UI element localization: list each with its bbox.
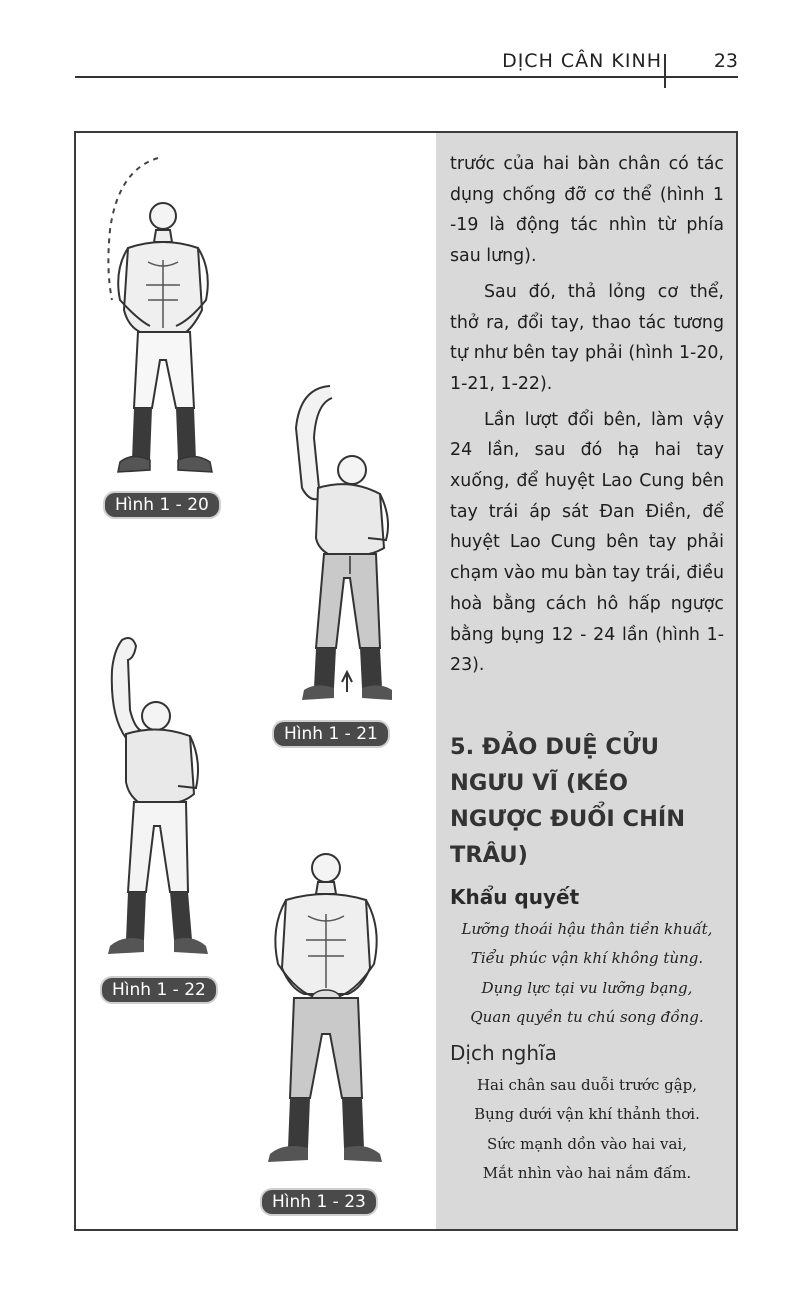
verse-line: Hai chân sau duỗi trước gập, <box>476 1075 698 1094</box>
figure-1-22-illustration <box>96 630 226 970</box>
verse-line: Quan quyền tu chú song đồng. <box>470 1008 704 1027</box>
dich-nghia-heading: Dịch nghĩa <box>450 1040 557 1065</box>
paragraph-1: trước của hai bàn chân có tác dụng chống đỡ cơ thể (hình 1 -19 là động tác nhìn từ phía sau lưng). <box>450 154 724 267</box>
khau-quyet-verse <box>450 915 724 1033</box>
header-divider-tick <box>664 54 666 88</box>
paragraph-2: Sau đó, thả lỏng cơ thể, thở ra, đổi tay, thao tác tương tự như bên tay phải (hình 1-20, 1-21, 1-22). <box>450 281 724 394</box>
dich-nghia-verse <box>450 1071 724 1189</box>
verse-line: Tiểu phúc vận khí không tùng. <box>470 949 704 968</box>
verse-line: Lưỡng thoái hậu thân tiền khuất, <box>461 919 713 938</box>
figure-1-20-illustration <box>98 150 238 490</box>
verse-line: Mắt nhìn vào hai nắm đấm. <box>482 1164 692 1183</box>
verse-line: Bụng dưới vận khí thảnh thơi. <box>474 1105 700 1124</box>
header-rule <box>75 76 738 78</box>
figure-1-21-illustration <box>280 378 410 713</box>
figure-1-23-label: Hình 1 - 23 <box>262 1190 376 1214</box>
figure-1-21-label: Hình 1 - 21 <box>274 722 388 746</box>
verse-line: Dụng lực tại vu lưỡng bạng, <box>481 978 693 997</box>
paragraph-3: Lần lượt đổi bên, làm vậy 24 lần, sau đó hạ hai tay xuống, để huyệt Lao Cung bên tay trái áp sát Đan Điền, để huyệt Lao Cung bên tay phải chạm vào mu bàn tay trái, điều hoà bằng cách hô hấp ngược bằng bụng 12 - 24 lần (hình 1-23). <box>450 409 724 676</box>
section-title: 5. ĐẢO DUỆ CỬU NGƯU VĨ (KÉO NGƯỢC ĐUỔI CHÍN TRÂU) <box>450 733 686 868</box>
page-number: 23 <box>713 50 738 72</box>
figure-1-22-label: Hình 1 - 22 <box>102 978 216 1002</box>
khau-quyet-heading: Khẩu quyết <box>450 884 580 909</box>
figure-1-23-illustration <box>258 848 398 1183</box>
running-header <box>0 0 800 100</box>
figure-1-20-label: Hình 1 - 20 <box>105 493 219 517</box>
verse-line: Sức mạnh dồn vào hai vai, <box>487 1134 687 1153</box>
running-title: DỊCH CÂN KINH <box>502 50 662 72</box>
text-column <box>436 133 736 1229</box>
